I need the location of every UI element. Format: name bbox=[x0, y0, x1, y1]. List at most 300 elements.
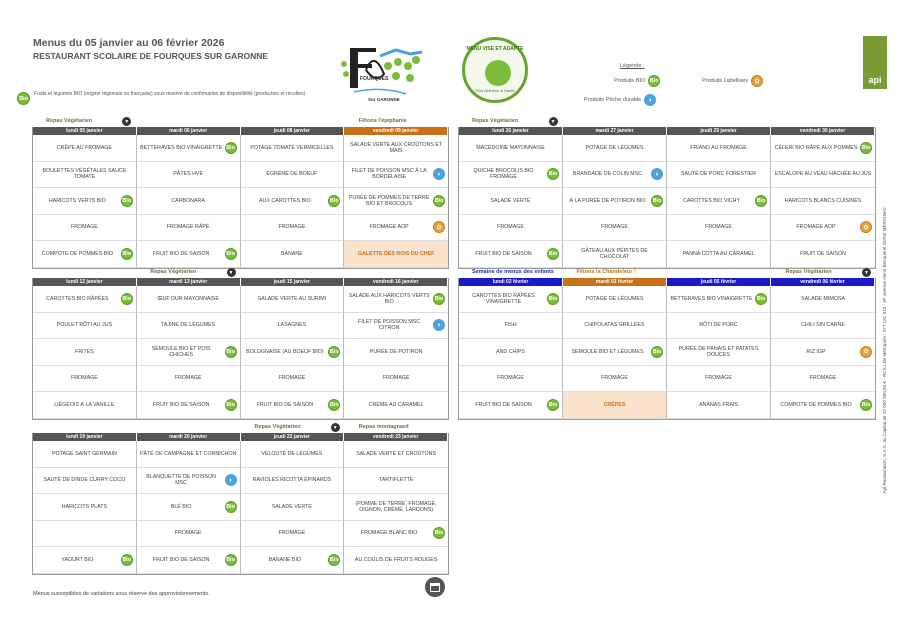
menu-cell bbox=[241, 366, 345, 393]
dish-name: SALADE AUX HARICOTS VERTS BIO bbox=[348, 292, 430, 305]
dish-name: FROMAGE BLANC BIO bbox=[360, 530, 418, 537]
menu-cell bbox=[459, 135, 563, 162]
dish-name: FROMAGE bbox=[705, 224, 732, 231]
day-header: vendredi 30 janvier bbox=[771, 127, 875, 135]
dish-name: RÔTI DE PORC bbox=[699, 322, 738, 329]
dish-name: SAUTÉ DE DINDE CURRY COCO bbox=[43, 477, 126, 484]
menu-cell bbox=[771, 339, 875, 366]
dish-name: SAUTÉ DE PORC FORESTIER bbox=[680, 171, 757, 178]
menu-cell bbox=[771, 162, 875, 189]
menu-cell bbox=[344, 313, 448, 340]
menu-cell bbox=[667, 366, 771, 393]
menu-cell bbox=[344, 468, 448, 495]
dish-name: CHIPOLATAS GRILLÉES bbox=[584, 322, 645, 329]
dish-name: FILET DE POISSON MSC À LA BORDELAISE bbox=[351, 168, 427, 181]
vegetarian-info-icon: ▼ bbox=[122, 117, 131, 126]
label-rouge-icon: ✿ bbox=[433, 221, 445, 233]
dish-name: RAVIOLES RICOTTA ÉPINARDS bbox=[252, 477, 332, 484]
dish-name: VELOUTÉ DE LÉGUMES bbox=[261, 450, 323, 457]
menu-cell bbox=[241, 313, 345, 340]
theme-tag: Fêtons la Chandeleur ! bbox=[576, 269, 636, 275]
dish-name: ANANAS FRAIS bbox=[699, 401, 738, 408]
dish-name: FROMAGE bbox=[601, 375, 628, 382]
vegetarian-info-icon: ▼ bbox=[549, 117, 558, 126]
dish-name: BETTERAVES BIO VINAIGRETTE bbox=[670, 295, 753, 302]
theme-tag: Fêtons l'épiphanie bbox=[358, 118, 407, 124]
day-header: vendredi 16 janvier bbox=[344, 278, 448, 286]
menu-cell bbox=[33, 392, 137, 419]
bio-icon: Bio bbox=[755, 293, 767, 305]
dish-name: PURÉE DE PANAIS ET PATATES DOUCES bbox=[678, 345, 759, 358]
dish-name: SALADE VERTE ET CROÛTONS bbox=[356, 450, 437, 457]
week-tags bbox=[458, 269, 876, 278]
dish-name: À LA PURÉE DE POTIRON BIO bbox=[569, 197, 646, 204]
bio-icon: Bio bbox=[121, 248, 133, 260]
day-header: lundi 19 janvier bbox=[33, 433, 137, 441]
menu-cell bbox=[667, 188, 771, 215]
dish-name: GÂTEAU AUX PÉPITES DE CHOCOLAT bbox=[581, 247, 648, 260]
dish-name: CAROTTES BIO RÂPÉES VINAIGRETTE bbox=[472, 292, 535, 305]
dish-name: YAOURT BIO bbox=[61, 556, 94, 563]
menu-cell bbox=[241, 468, 345, 495]
dish-name: FROMAGE bbox=[278, 375, 306, 382]
menu-cell bbox=[667, 135, 771, 162]
fish-icon: ◗ bbox=[644, 94, 656, 106]
dish-name: CÉLERI BIO RÂPÉ AUX POMMES bbox=[774, 144, 858, 151]
bio-icon: Bio bbox=[225, 248, 237, 260]
dish-name: PÂTÉ DE CAMPAGNE ET CORNICHON bbox=[139, 450, 237, 457]
dish-name: TARTIFLETTE bbox=[378, 477, 414, 484]
menu-cell bbox=[344, 339, 448, 366]
dish-name: BOLOGNAISE (AU BOEUF BIO) bbox=[246, 348, 324, 355]
menu-cell bbox=[771, 286, 875, 313]
fourques-logo bbox=[336, 40, 428, 102]
dish-name: CAROTTES BIO VICHY bbox=[682, 197, 741, 204]
menu-cell bbox=[563, 286, 667, 313]
dish-name: CARBONARA bbox=[171, 197, 205, 204]
dish-name: FRUIT BIO DE SAISON bbox=[152, 250, 210, 257]
menu-cell bbox=[33, 468, 137, 495]
vegetarian-info-icon: ▼ bbox=[227, 268, 236, 277]
bio-icon: Bio bbox=[547, 293, 559, 305]
dish-name: FILET DE POISSON MSC CITRON bbox=[358, 319, 421, 332]
menu-cell bbox=[241, 392, 345, 419]
bio-icon: Bio bbox=[547, 248, 559, 260]
menu-cell bbox=[563, 162, 667, 189]
menu-cell bbox=[33, 188, 137, 215]
menu-cell bbox=[344, 215, 448, 242]
dish-name: FROMAGE AOP bbox=[369, 224, 409, 231]
bio-icon: Bio bbox=[860, 399, 872, 411]
dish-name: CRÈME AU CARAMEL bbox=[368, 401, 424, 408]
menu-cell bbox=[137, 366, 241, 393]
bio-icon: Bio bbox=[651, 195, 663, 207]
menu-cell bbox=[137, 188, 241, 215]
legend-bio-label: Produits BIO bbox=[614, 78, 646, 84]
day-header: jeudi 05 février bbox=[667, 278, 771, 286]
day-header: lundi 05 janvier bbox=[33, 127, 137, 135]
menu-cell bbox=[33, 241, 137, 268]
footer-note: Menus susceptibles de variations sous réserve des approvisionnements. bbox=[33, 591, 210, 597]
menu-cell bbox=[771, 366, 875, 393]
menu-cell bbox=[241, 547, 345, 574]
legend-fish-label: Produits Pêche durable bbox=[584, 97, 642, 103]
bio-icon: Bio bbox=[433, 293, 445, 305]
bio-icon: Bio bbox=[433, 527, 445, 539]
dish-name: BLANQUETTE DE POISSON MSC bbox=[146, 474, 216, 487]
dish-name: FROMAGE bbox=[601, 224, 628, 231]
dish-name: GALETTE DES ROIS DU CHEF bbox=[357, 250, 435, 257]
dish-name: (POMME DE TERRE, FROMAGE, OIGNON, CRÈME, LARDONS) bbox=[355, 500, 437, 513]
day-header: lundi 02 février bbox=[459, 278, 563, 286]
dish-name: POTAGE SAINT GERMAIN bbox=[51, 450, 117, 457]
menu-cell bbox=[241, 494, 345, 521]
menu-cell bbox=[667, 162, 771, 189]
dish-name: FRUIT BIO DE SAISON bbox=[152, 401, 210, 408]
menu-cell bbox=[459, 215, 563, 242]
day-header: lundi 12 janvier bbox=[33, 278, 137, 286]
menu-cell bbox=[241, 241, 345, 268]
week-tags bbox=[32, 269, 449, 278]
menu-cell bbox=[241, 286, 345, 313]
menu-cell bbox=[137, 441, 241, 468]
day-header: vendredi 06 février bbox=[771, 278, 875, 286]
menu-cell bbox=[137, 313, 241, 340]
week-tags bbox=[458, 118, 876, 127]
dish-name: CHILI SIN CARNE bbox=[801, 322, 845, 329]
bio-note-text: Fruits et légumes BIO (origine régionale ou française) sous réserve de confirmation de disponibilité (production et récoltes). bbox=[34, 91, 307, 97]
bio-icon: Bio bbox=[547, 168, 559, 180]
menu-cell bbox=[344, 241, 448, 268]
dish-name: FRITES bbox=[74, 348, 94, 355]
dish-name: FROMAGE bbox=[382, 375, 410, 382]
dish-name: SALADE MIMOSA bbox=[801, 295, 845, 302]
menu-cell bbox=[137, 286, 241, 313]
bio-icon: Bio bbox=[755, 195, 767, 207]
dish-name: FROMAGE RÂPÉ bbox=[166, 224, 210, 231]
menu-cell bbox=[667, 339, 771, 366]
bio-icon: Bio bbox=[547, 399, 559, 411]
dish-name: FROMAGE bbox=[497, 375, 524, 382]
menu-vise-adapte-logo bbox=[462, 37, 528, 103]
menu-cell bbox=[667, 392, 771, 419]
fish-icon: ◗ bbox=[225, 474, 237, 486]
day-header: jeudi 22 janvier bbox=[241, 433, 345, 441]
theme-tag: Repas Végétarien bbox=[150, 269, 197, 275]
theme-tag: Semaine de menus des enfants bbox=[472, 269, 554, 275]
day-header: lundi 26 janvier bbox=[459, 127, 563, 135]
dish-name: AND CHIPS bbox=[496, 348, 525, 355]
dish-name: FROMAGE bbox=[278, 224, 306, 231]
week-block bbox=[32, 269, 449, 420]
day-header: vendredi 09 janvier bbox=[344, 127, 448, 135]
dish-name: ESCALOPE AU VEAU HACHÉE AU JUS bbox=[774, 171, 872, 178]
dish-name: HARICOTS PLATS bbox=[61, 503, 107, 510]
dish-name: FROMAGE bbox=[497, 224, 524, 231]
menu-cell bbox=[563, 241, 667, 268]
dish-name: CRÊPE AU FROMAGE bbox=[56, 144, 112, 151]
menu-cell bbox=[33, 521, 137, 548]
day-header: mardi 06 janvier bbox=[137, 127, 241, 135]
week-block bbox=[32, 424, 449, 575]
menu-cell bbox=[33, 366, 137, 393]
menu-cell bbox=[33, 339, 137, 366]
menu-cell bbox=[33, 286, 137, 313]
menu-cell bbox=[137, 392, 241, 419]
theme-tag: Repas montagnard bbox=[358, 424, 409, 430]
menu-cell bbox=[771, 392, 875, 419]
day-header: jeudi 15 janvier bbox=[241, 278, 345, 286]
fourques-logo-text: FOURQUES bbox=[360, 76, 389, 82]
dish-name: POTAGE DE LÉGUMES bbox=[585, 144, 644, 151]
menu-cell bbox=[344, 162, 448, 189]
dish-name: SEMOULE BIO ET POIS CHICHES bbox=[151, 345, 211, 358]
dish-name: POTAGE TOMATE VERMICELLES bbox=[250, 144, 334, 151]
bio-icon: Bio bbox=[328, 346, 340, 358]
bio-icon: Bio bbox=[433, 195, 445, 207]
api-logo: api bbox=[863, 36, 887, 89]
dish-name: ŒUF DUR MAYONNAISE bbox=[157, 295, 219, 302]
week-block bbox=[32, 118, 449, 269]
dish-name: AU COULIS DE FRUITS ROUGES bbox=[354, 556, 438, 563]
dish-name: BLÉ BIO bbox=[170, 503, 192, 510]
dish-name: FROMAGE bbox=[174, 530, 202, 537]
dish-name: RIZ IGP bbox=[806, 348, 826, 355]
menu-cell bbox=[459, 339, 563, 366]
dish-name: BETTERAVES BIO VINAIGRETTE bbox=[140, 144, 223, 151]
bio-icon: Bio bbox=[651, 346, 663, 358]
bio-icon: Bio bbox=[328, 195, 340, 207]
week-tags bbox=[32, 424, 449, 433]
legend-fish bbox=[584, 94, 656, 106]
bio-icon: Bio bbox=[225, 554, 237, 566]
menu-vise-logo-text: MENU VISE ET ADAPTE bbox=[466, 46, 524, 52]
dish-name: COMPOTE DE POMMES BIO bbox=[780, 401, 852, 408]
menu-cell bbox=[563, 366, 667, 393]
menu-cell bbox=[137, 162, 241, 189]
theme-tag: Repas Végétarien bbox=[785, 269, 832, 275]
apple-icon bbox=[485, 60, 511, 86]
dish-name: SALADE VERTE bbox=[490, 197, 531, 204]
bio-icon: Bio bbox=[225, 346, 237, 358]
menu-cell bbox=[33, 215, 137, 242]
dish-name: BOULETTES VÉGÉTALES SAUCE TOMATE bbox=[42, 168, 127, 181]
menu-cell bbox=[137, 339, 241, 366]
dish-name: BANANE bbox=[280, 250, 303, 257]
menu-cell bbox=[137, 547, 241, 574]
legend-title: Légende : bbox=[620, 63, 645, 69]
dish-name: LIÈGEOIS À LA VANILLE bbox=[54, 401, 115, 408]
bio-icon: Bio bbox=[328, 399, 340, 411]
bio-icon: Bio bbox=[225, 399, 237, 411]
dish-name: FRUIT BIO DE SAISON bbox=[152, 556, 210, 563]
day-header: mardi 20 janvier bbox=[137, 433, 241, 441]
dish-name: HARICOTS BLANCS CUISINÉS bbox=[784, 197, 862, 204]
dish-name: FRUIT BIO DE SAISON bbox=[475, 250, 532, 257]
dish-name: PANNA COTTA AU CARAMEL bbox=[682, 250, 755, 257]
menu-cell bbox=[459, 313, 563, 340]
menu-cell bbox=[667, 313, 771, 340]
dish-name: LASAGNES bbox=[277, 322, 307, 329]
menu-vise-logo-subtext: Plus Nutrition & Santé bbox=[475, 88, 515, 93]
dish-name: CAROTTES BIO RÂPÉES bbox=[46, 295, 109, 302]
fourques-logo-subtext: Sur GARONNE bbox=[368, 97, 400, 102]
vegetarian-info-icon: ▼ bbox=[862, 268, 871, 277]
dish-name: ÉGRÉNÉ DE BOEUF bbox=[266, 171, 318, 178]
dish-name: TAJINE DE LÉGUMES bbox=[161, 322, 216, 329]
menu-cell bbox=[241, 135, 345, 162]
menu-cell bbox=[563, 339, 667, 366]
day-header: jeudi 08 janvier bbox=[241, 127, 345, 135]
company-info-sidebar bbox=[880, 155, 890, 545]
menu-cell bbox=[459, 366, 563, 393]
day-header: mardi 27 janvier bbox=[563, 127, 667, 135]
menu-cell bbox=[667, 215, 771, 242]
bio-icon: Bio bbox=[121, 554, 133, 566]
menu-cell bbox=[137, 494, 241, 521]
dish-name: QUICHE BROCOLIS BIO FROMAGE bbox=[473, 168, 534, 181]
dish-name: FROMAGE bbox=[70, 375, 98, 382]
legend-bio bbox=[614, 75, 660, 87]
menu-cell bbox=[459, 286, 563, 313]
menu-cell bbox=[771, 215, 875, 242]
theme-tag: Repas Végétarien bbox=[472, 118, 519, 124]
menu-cell bbox=[344, 392, 448, 419]
dish-name: FRUIT BIO DE SAISON bbox=[256, 401, 314, 408]
menu-cell bbox=[563, 188, 667, 215]
menu-cell bbox=[563, 392, 667, 419]
dish-name: BANANE BIO bbox=[268, 556, 302, 563]
dish-name: PURÉE DE POMMES DE TERRE BIO ET BROCOLIS bbox=[348, 194, 430, 207]
bio-icon: Bio bbox=[17, 92, 30, 105]
menu-cell bbox=[33, 441, 137, 468]
menu-cell bbox=[344, 135, 448, 162]
menu-cell bbox=[344, 366, 448, 393]
menu-cell bbox=[344, 286, 448, 313]
menu-cell bbox=[771, 313, 875, 340]
day-header: mardi 13 janvier bbox=[137, 278, 241, 286]
menu-cell bbox=[137, 241, 241, 268]
menu-cell bbox=[771, 241, 875, 268]
week-tags bbox=[32, 118, 449, 127]
dish-name: FROMAGE bbox=[705, 375, 732, 382]
menu-cell bbox=[33, 162, 137, 189]
menu-cell bbox=[459, 162, 563, 189]
menu-table bbox=[32, 127, 449, 269]
day-header: vendredi 23 janvier bbox=[344, 433, 448, 441]
dish-name: FROMAGE AOP bbox=[796, 224, 836, 231]
vegetarian-info-icon: ▼ bbox=[331, 423, 340, 432]
menu-cell bbox=[344, 547, 448, 574]
dish-name: FRIAND AU FROMAGE bbox=[690, 144, 747, 151]
page-subtitle: RESTAURANT SCOLAIRE DE FOURQUES SUR GARONNE bbox=[33, 51, 269, 61]
menu-cell bbox=[459, 188, 563, 215]
bio-icon: Bio bbox=[225, 142, 237, 154]
dish-name: FRUIT BIO DE SAISON bbox=[475, 401, 532, 408]
menu-cell bbox=[344, 188, 448, 215]
dish-name: PÂTES HVE bbox=[173, 171, 203, 178]
menu-cell bbox=[33, 135, 137, 162]
menu-table bbox=[458, 278, 876, 420]
dish-name: FROMAGE bbox=[70, 224, 98, 231]
menu-cell bbox=[137, 135, 241, 162]
dish-name: COMPOTE DE POMMES BIO bbox=[41, 250, 113, 257]
bio-icon: Bio bbox=[121, 195, 133, 207]
dish-name: FROMAGE bbox=[809, 375, 837, 382]
week-block bbox=[458, 269, 876, 420]
bio-icon: Bio bbox=[860, 142, 872, 154]
dish-name: BRANDADE DE COLIN MSC bbox=[572, 171, 643, 178]
dish-name: FISH bbox=[504, 322, 517, 329]
dish-name: PURÉE DE POTIRON bbox=[369, 348, 423, 355]
dish-name: FRUIT DE SAISON bbox=[800, 250, 846, 257]
menu-table bbox=[32, 433, 449, 575]
theme-tag: Repas Végétarien bbox=[254, 424, 301, 430]
dish-name: CRÊPES bbox=[603, 401, 626, 408]
menu-cell bbox=[563, 313, 667, 340]
menu-cell bbox=[33, 494, 137, 521]
menu-cell bbox=[241, 521, 345, 548]
menu-cell bbox=[33, 313, 137, 340]
company-info-text: Api Restauration, S.A.S. au Capital de 10 000 000,00 € - RCS Lille Métropole : 477 181 010 - 5F avenue Henri Becquerel 33700 MERIGNAC bbox=[882, 206, 887, 494]
bio-icon: Bio bbox=[225, 501, 237, 513]
dish-name: AUX CAROTTES BIO bbox=[258, 197, 311, 204]
menu-cell bbox=[241, 215, 345, 242]
legend-label bbox=[702, 75, 763, 87]
menu-cell bbox=[137, 215, 241, 242]
day-header: jeudi 29 janvier bbox=[667, 127, 771, 135]
label-rouge-icon: ✿ bbox=[860, 221, 872, 233]
menu-cell bbox=[771, 188, 875, 215]
week-block bbox=[458, 118, 876, 269]
bio-icon: Bio bbox=[121, 293, 133, 305]
dish-name: SALADE VERTE AU SURIMI bbox=[257, 295, 327, 302]
menu-cell bbox=[241, 162, 345, 189]
menu-cell bbox=[771, 135, 875, 162]
menu-cell bbox=[241, 441, 345, 468]
menu-cell bbox=[344, 441, 448, 468]
bio-note bbox=[17, 91, 327, 105]
day-header: mardi 03 février bbox=[563, 278, 667, 286]
bio-icon: Bio bbox=[328, 554, 340, 566]
menu-cell bbox=[563, 215, 667, 242]
menu-cell bbox=[137, 521, 241, 548]
dish-name: HARICOTS VERTS BIO bbox=[48, 197, 106, 204]
legend-label-label: Produits Labellisés bbox=[702, 78, 749, 84]
fish-icon: ◗ bbox=[651, 168, 663, 180]
label-rouge-icon: ✿ bbox=[751, 75, 763, 87]
menu-cell bbox=[137, 468, 241, 495]
dish-name: MACÉDOINE MAYONNAISE bbox=[476, 144, 545, 151]
menu-cell bbox=[241, 339, 345, 366]
dish-name: SALADE VERTE AUX CROÛTONS ET MAÏS bbox=[350, 141, 443, 154]
bio-icon: Bio bbox=[648, 75, 660, 87]
fish-icon: ◗ bbox=[433, 319, 445, 331]
menu-cell bbox=[667, 286, 771, 313]
menu-cell bbox=[563, 135, 667, 162]
label-rouge-icon: ✿ bbox=[860, 346, 872, 358]
theme-tag: Repas Végétarien bbox=[46, 118, 93, 124]
dish-name: SEMOULE BIO ET LÉGUMES bbox=[571, 348, 644, 355]
calendar-icon[interactable] bbox=[425, 577, 445, 597]
menu-cell bbox=[344, 494, 448, 521]
menu-cell bbox=[33, 547, 137, 574]
fish-icon: ◗ bbox=[433, 168, 445, 180]
menu-cell bbox=[667, 241, 771, 268]
menu-cell bbox=[241, 188, 345, 215]
menu-table bbox=[32, 278, 449, 420]
menu-cell bbox=[344, 521, 448, 548]
